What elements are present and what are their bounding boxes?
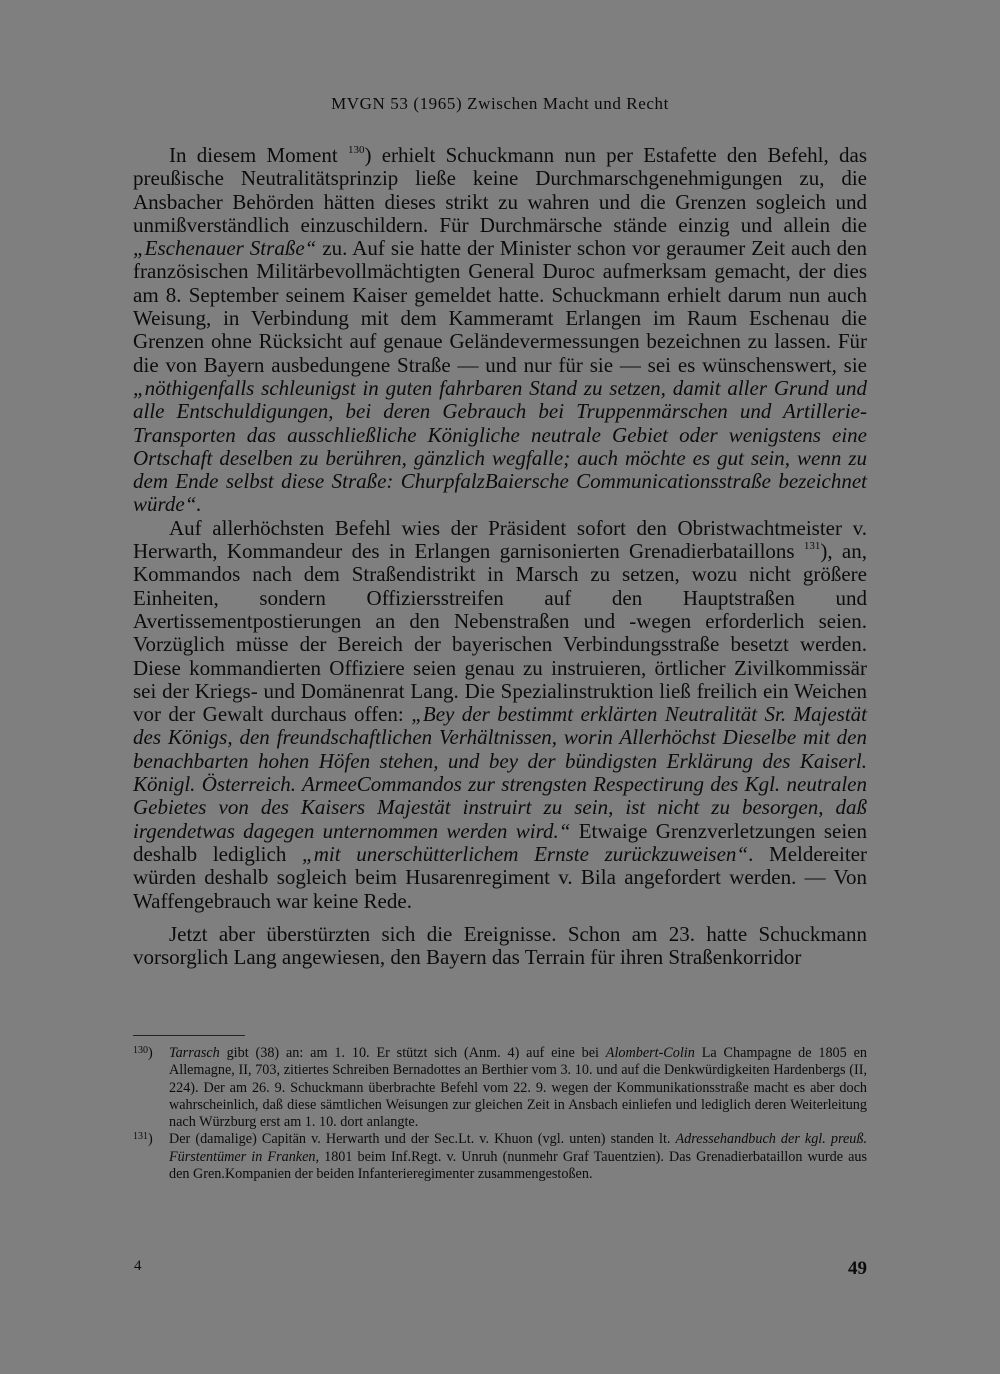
quote-special-instruction: „Bey der bestimmt erklärten Neutralität Sr. Majestät des Königs, den freundschaftlichen Verhältnissen, worin Allerhöchst Dieselbe mit den benachbarten hohen Höfen stehen, und bey der bündigsten Erklärung des Kaiserl. Königl. Österreich. ArmeeCommandos zur strengsten Respectirung des Kgl. neutralen Gebietes von des Kaisers Majestät instruirt zu sein, ist nicht zu besorgen, daß irgendetwas dagegen unternommen werden wird.“ [133, 702, 867, 843]
footnote-ref-130: 130 [347, 144, 365, 156]
footnote-number: $^{130}$) [133, 1045, 153, 1061]
footnotes [133, 1045, 867, 1183]
footnote-ref-131: 131 [803, 540, 821, 553]
footnote-130: $^{130}$) Tarrasch gibt (38) an: am 1. 10. Er stützt sich (Anm. 4) auf eine bei Alombert-Colin La Champagne de 1805 en Allemagne, II, 703, zitiertes Schreiben Bernadottes an Berthier vom 3. 10. und auf die Denkwürdigkeiten Hardenbergs (II, 224). Der am 26. 9. Schuckmann überbrachte Befehl vom 22. 9. wegen der Kommunikationsstraße macht es aber doch wahrscheinlich, daß diese sämtlichen Weisungen zur gleichen Zeit in Ansbach einliefen und lediglich deren Weiterleitung nach Würzburg erst am 1. 10. dort anlangte. [133, 1045, 867, 1131]
paragraph-2: Auf allerhöchsten Befehl wies der Präsident sofort den Obristwachtmeister v. Herwarth, Kommandeur des in Erlangen garnisonierten Grenadierbataillons $^{131}$), an, Kommandos nach dem Straßendistrikt in Marsch zu setzen, wozu nicht größere Einheiten, sondern Offiziersstreifen auf den Hauptstraßen und Avertissementpostierungen an den Nebenstraßen und -wegen erforderlich seien. Vorzüglich müsse der Bereich der bayerischen Verbindungsstraße besetzt werden. Diese kommandierten Offiziere seien genau zu instruieren, örtlicher Zivilkommissär sei der Kriegs- und Domänenrat Lang. Die Spezialinstruktion ließ freilich ein Weichen vor der Gewalt durchaus offen: „Bey der bestimmt erklärten Neutralität Sr. Majestät des Königs, den freundschaftlichen Verhältnissen, worin Allerhöchst Dieselbe mit den benachbarten hohen Höfen stehen, und bey der bündigsten Erklärung des Kaiserl. Königl. Österreich. ArmeeCommandos zur strengsten Respectirung des Kgl. neutralen Gebietes von des Kaisers Majestät instruirt zu sein, ist nicht zu besorgen, daß irgendetwas dagegen unternommen werden wird.“ Etwaige Grenzverletzungen seien deshalb lediglich „mit unerschütterlichem Ernste zurückzuweisen“. Meldereiter würden deshalb sogleich beim Husarenregiment v. Bila angefordert werden. — Von Waffengebrauch war keine Rede. [133, 515, 867, 913]
quote-instruction: „nöthigenfalls schleunigst in guten fahrbaren Stand zu setzen, damit aller Grund und alle Entschuldigungen, bei deren Gebrauch bei Truppenmärschen und Artillerie-Transporten das ausschließliche Königliche neutrale Gebiet oder wenigstens eine Ortschaft deselben zu berühren, gänzlich wegfalle; auch möchte es gut sein, wenn zu dem Ende selbst diese Straße: ChurpfalzBaiersche Communicationsstraße bezeichnet würde“. [133, 375, 867, 517]
running-head: MVGN 53 (1965) Zwischen Macht und Recht [331, 94, 669, 113]
paragraph-1: In diesem Moment $^{130}$) erhielt Schuckmann nun per Estafette den Befehl, das preußische Neutralitätsprinzip ließe keine Durchmarschgenehmigungen zu, die Ansbacher Behörden hätten dieses strikt zu wahren und die Grenzen sogleich und unmißverständlich einzuschildern. Für Durchmärsche stände einzig und allein die „Eschenauer Straße“ zu. Auf sie hatte der Minister schon vor geraumer Zeit auch den französischen Militärbevollmächtigten General Duroc aufmerksam gemacht, der dies am 8. September seinem Kaiser gemeldet hatte. Schuckmann erhielt darum nun auch Weisung, in Verbindung mit dem Kammeramt Erlangen im Raum Eschenau die Grenzen ohne Rücksicht auf genaue Geländevermessungen bezeichnen zu lassen. Für die von Bayern ausbedungene Straße — und nur für sie — sei es wünschenswert, sie „nöthigenfalls schleunigst in guten fahrbaren Stand zu setzen, damit aller Grund und alle Entschuldigungen, bei deren Gebrauch bei Truppenmärschen und Artillerie-Transporten das ausschließliche Königliche neutrale Gebiet oder wenigstens eine Ortschaft deselben zu berühren, gänzlich wegfalle; auch möchte es gut sein, wenn zu dem Ende selbst diese Straße: ChurpfalzBaiersche Communicationsstraße bezeichnet würde“. [133, 143, 868, 517]
paragraph-3: Jetzt aber überstürzten sich die Ereignisse. Schon am 23. hatte Schuckmann vorsorglich Lang angewiesen, den Bayern das Terrain für ihren Straßenkorridor [133, 921, 867, 970]
footnote-rule [133, 1035, 245, 1036]
body-text [133, 144, 867, 969]
signature-mark: 4 [134, 1258, 142, 1274]
footnote-number: $^{131}$) [133, 1131, 153, 1148]
quote-ernste: „mit unerschütterlichem Ernste zurückzuweisen“ [302, 841, 749, 866]
page-number: 49 [848, 1258, 867, 1279]
footnote-131: $^{131}$) Der (damalige) Capitän v. Herwarth und der Sec.Lt. v. Khuon (vgl. unten) standen lt. Adressehandbuch der kgl. preuß. Fürstentümer in Franken, 1801 beim Inf.Regt. v. Unruh (nunmehr Graf Tauentzien). Das Grenadierbataillon wurde aus den Gren.Kompanien der beiden Infanterieregimenter zusammengestoßen. [133, 1131, 867, 1183]
quote-eschenauer-strasse: „Eschenauer Straße“ [133, 236, 317, 261]
